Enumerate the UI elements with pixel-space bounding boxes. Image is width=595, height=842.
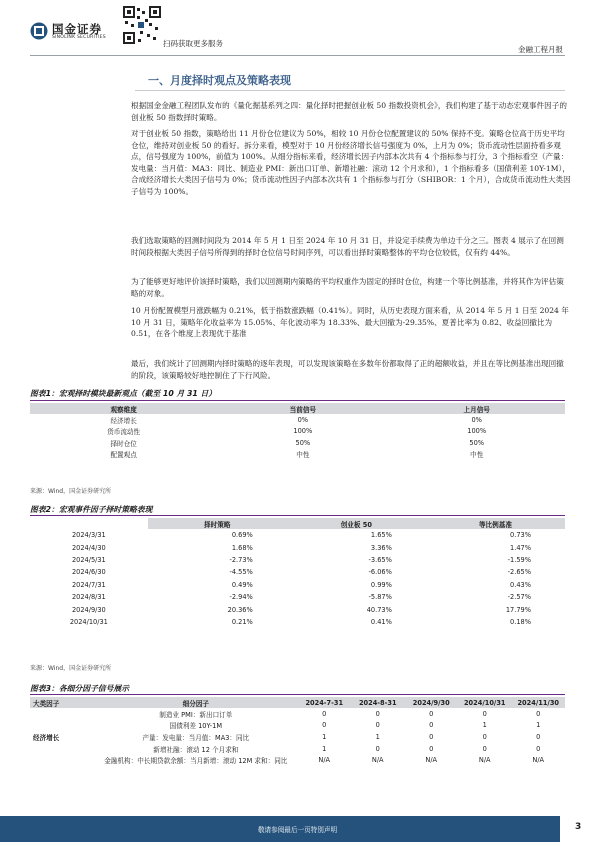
table-cell: 50% — [469, 438, 485, 447]
logo-text-en: SINOLINK SECURITIES — [52, 35, 106, 40]
table-cell: 0 — [429, 732, 434, 741]
page-header — [0, 0, 595, 58]
table-cell: 0 — [429, 744, 434, 753]
table-cell: 0 — [536, 744, 541, 753]
paragraph-conclusion: 最后，我们统计了回测期内择时策略的逐年表现，可以发现该策略在多数年份都取得了正的超额收益，并且在等比例基准出现回撤的阶段，该策略较好地控制住了下行风险。 — [131, 359, 564, 380]
column-header: 2024-7-31 — [297, 697, 351, 708]
table-cell: N/A — [532, 756, 545, 765]
table-cell: -6.06% — [368, 568, 392, 577]
table-row — [30, 720, 565, 732]
table-cell: 0 — [322, 721, 327, 730]
qr-code-icon — [123, 6, 161, 44]
column-header: 择时策略 — [148, 518, 287, 529]
table-cell: -2.73% — [229, 555, 253, 564]
table-cell: 1.68% — [231, 543, 253, 552]
date-cell: 2024/4/30 — [71, 543, 106, 552]
column-header: 2024/10/31 — [458, 697, 512, 708]
table-cell: 货币流动性 — [107, 428, 141, 437]
table-cell: -1.59% — [507, 555, 531, 564]
table-cell: 40.73% — [366, 605, 392, 614]
table-cell: 金融机构：中长期贷款余额：当月新增：滚动 12M 求和：同比 — [104, 757, 288, 766]
column-header: 等比例基准 — [426, 518, 565, 529]
table-cell: N/A — [478, 756, 491, 765]
table-cell: 17.79% — [505, 605, 531, 614]
figure-3-title: 图表3：各细分因子信号展示 — [30, 684, 129, 693]
table-row — [30, 603, 565, 615]
table-row — [30, 591, 565, 603]
date-cell: 2024/10/31 — [69, 617, 108, 626]
table-row — [30, 731, 565, 743]
table-cell: 中性 — [470, 451, 484, 460]
table-cell: 0.21% — [231, 617, 253, 626]
table-cell: N/A — [318, 756, 331, 765]
figure-1-rule — [30, 400, 565, 401]
page-number: 3 — [575, 822, 582, 832]
table-cell: 1 — [482, 721, 487, 730]
table-row — [30, 541, 565, 553]
figure-3-rule — [30, 694, 565, 695]
table-row — [30, 437, 565, 449]
table-cell: -4.55% — [229, 568, 253, 577]
column-header: 2024-8-31 — [351, 697, 405, 708]
table-cell: 0 — [429, 721, 434, 730]
figure-1-title: 图表1：宏观择时模块最新观点（截至 10 月 31 日） — [30, 389, 217, 398]
paragraph-signals: 对于创业板 50 指数，策略给出 11 月份仓位建议为 50%，相较 10 月份仓位配置建议的 50% 保持不变。策略仓位高于历史平均仓位，维持对创业板 50 的看好。拆分来看，模型对于 10 月份经济增长信号强度为 0%，上月为 0%；货币流动性层面持看多观点，信号强度为 100%，前值为 100%。从细分指标来看，经济增长因子内部本次共有 4 个指标参与打分，3 个指标看空（产量：发电量：当月值：MA3：同比、制造业 PMI：新出口订单、新增社融：滚动 12 个月求和），1 个指标看多（国债利差 10Y-1M），合成经济增长大类因子信号为 0%；货币流动性因子内部本次共有 1 个指标参与打分（SHIBOR：1 个月），合成货币流动性大类因子信号为 100%。 — [131, 129, 571, 196]
table-cell: 国债利差 10Y-1M — [169, 722, 223, 731]
table-cell: -2.94% — [229, 593, 253, 602]
table-cell: 100% — [467, 427, 487, 436]
date-cell: 2024/3/31 — [71, 531, 106, 540]
table-cell: 0 — [375, 744, 380, 753]
table-row — [30, 529, 565, 541]
figure-2-rule — [30, 515, 565, 516]
table-cell: 1.65% — [370, 531, 392, 540]
table-cell: 经济增长 — [110, 416, 137, 425]
table-cell: 0.18% — [510, 617, 531, 626]
section-divider — [135, 90, 565, 91]
table-cell: 0 — [375, 709, 380, 718]
table-cell: 0 — [482, 744, 487, 753]
table-cell: 1 — [536, 721, 541, 730]
logo-text-cn: 国金证券 — [52, 22, 102, 36]
figure-2-table — [30, 518, 565, 628]
paragraph-backtest: 我们选取策略的回测时间段为 2014 年 5 月 1 日至 2024 年 10 月 31 日，并设定手续费为单边千分之三。图表 4 展示了在回测时间段根据大类因子信号所得到的择时仓位信号时间序列，可以看出择时策略整体的平均仓位较低，仅有约 44%。 — [131, 236, 564, 257]
column-header: 创业板 50 — [287, 518, 426, 529]
date-cell: 2024/6/30 — [71, 568, 106, 577]
logo-mark-icon — [30, 22, 48, 40]
table-row — [30, 754, 565, 766]
table-row — [30, 743, 565, 755]
paragraph-intro: 根据国金金融工程团队发布的《量化掘基系列之四：量化择时把握创业板 50 指数投资机会》，我们构建了基于动态宏观事件因子的创业板 50 指数择时策略。 — [131, 101, 567, 122]
section-title: 一、月度择时观点及策略表现 — [148, 74, 291, 87]
table-cell: -2.57% — [507, 593, 531, 602]
figure-2-source: 来源：Wind，国金证券研究所 — [30, 665, 112, 672]
column-header: 2024/11/30 — [511, 697, 565, 708]
table-cell: 1 — [322, 732, 327, 741]
date-cell: 2024/9/30 — [71, 605, 106, 614]
table-cell: 3.36% — [370, 543, 392, 552]
table-row — [30, 579, 565, 591]
table-cell: 20.36% — [227, 605, 253, 614]
table-cell: N/A — [371, 756, 384, 765]
table-cell: 制造业 PMI：新出口订单 — [159, 710, 233, 719]
table-cell: 产量：发电量：当月值：MA3：同比 — [142, 733, 250, 742]
date-cell: 2024/7/31 — [71, 580, 106, 589]
column-header: 上月信号 — [388, 403, 565, 414]
table-cell: 0 — [536, 732, 541, 741]
table-cell: 0 — [482, 732, 487, 741]
column-header: 观察维度 — [30, 403, 217, 414]
footer-disclaimer: 敬请参阅最后一页特别声明 — [257, 826, 338, 834]
table-cell: N/A — [425, 756, 438, 765]
table-cell: 0 — [482, 709, 487, 718]
paragraph-benchmark: 为了能够更好地评价该择时策略，我们以回测期内策略的平均权重作为固定的择时仓位，构建一个等比例基准，并将其作为评估策略的对象。 — [131, 277, 564, 298]
table-cell: 1 — [322, 744, 327, 753]
table-cell: -3.65% — [368, 555, 392, 564]
column-header: 当前信号 — [217, 403, 388, 414]
table-cell: 0.69% — [231, 531, 253, 540]
table-row — [30, 414, 565, 426]
table-cell: -5.87% — [368, 593, 392, 602]
table-row — [30, 616, 565, 628]
column-header: 大类因子 — [30, 697, 94, 708]
table-cell: 1.47% — [510, 543, 531, 552]
column-header: 细分因子 — [94, 697, 297, 708]
table-cell: 0.99% — [370, 580, 392, 589]
table-cell: 1 — [375, 732, 380, 741]
table-cell: 0.41% — [370, 617, 392, 626]
paragraph-performance: 10 月份配置模型月涨跌幅为 0.21%，低于指数涨跌幅（0.41%）。同时，从历史表现方面来看，从 2014 年 5 月 1 日至 2024 年 10 月 31 日，策略年化收益率为 15.05%、年化波动率为 18.33%、最大回撤为-29.35%、夏普比率为 0.82、收益回撤比为 0.51，在各个维度上表现优于基准 — [131, 306, 569, 339]
table-cell: 0 — [375, 721, 380, 730]
qr-label: 扫码获取更多服务 — [163, 39, 223, 48]
table-row — [30, 708, 565, 720]
table-cell: 中性 — [296, 451, 310, 460]
table-cell: -2.65% — [507, 568, 531, 577]
table-header-row — [30, 697, 565, 708]
date-cell: 2024/5/31 — [71, 555, 106, 564]
table-cell: 0 — [429, 709, 434, 718]
table-cell: 0 — [536, 709, 541, 718]
table-cell: 0 — [322, 709, 327, 718]
date-cell: 2024/8/31 — [71, 593, 106, 602]
table-cell: 0.43% — [510, 580, 531, 589]
table-cell: 新增社融：滚动 12 个月求和 — [153, 745, 239, 754]
table-header-row — [30, 403, 565, 414]
figure-1-source: 来源：Wind，国金证券研究所 — [30, 488, 112, 495]
table-cell: 50% — [295, 438, 311, 447]
column-header — [30, 518, 148, 529]
table-cell: 配置观点 — [110, 451, 137, 460]
table-row — [30, 426, 565, 438]
figure-2-title: 图表2：宏观事件因子择时策略表现 — [30, 505, 153, 514]
column-header: 2024/9/30 — [404, 697, 458, 708]
table-row — [30, 449, 565, 461]
table-row — [30, 566, 565, 578]
table-cell: 0% — [297, 415, 309, 424]
group-label: 经济增长 — [33, 733, 60, 742]
table-header-row — [30, 518, 565, 529]
table-cell: 0.49% — [231, 580, 253, 589]
header-divider — [30, 55, 565, 56]
table-cell: 100% — [293, 427, 313, 436]
figure-3-table — [30, 697, 565, 766]
table-cell: 0.73% — [510, 531, 531, 540]
table-cell: 择时仓位 — [110, 439, 137, 448]
table-cell: 0% — [471, 415, 482, 424]
table-row — [30, 554, 565, 566]
report-type: 金融工程月报 — [518, 45, 563, 54]
figure-1-table — [30, 403, 565, 460]
